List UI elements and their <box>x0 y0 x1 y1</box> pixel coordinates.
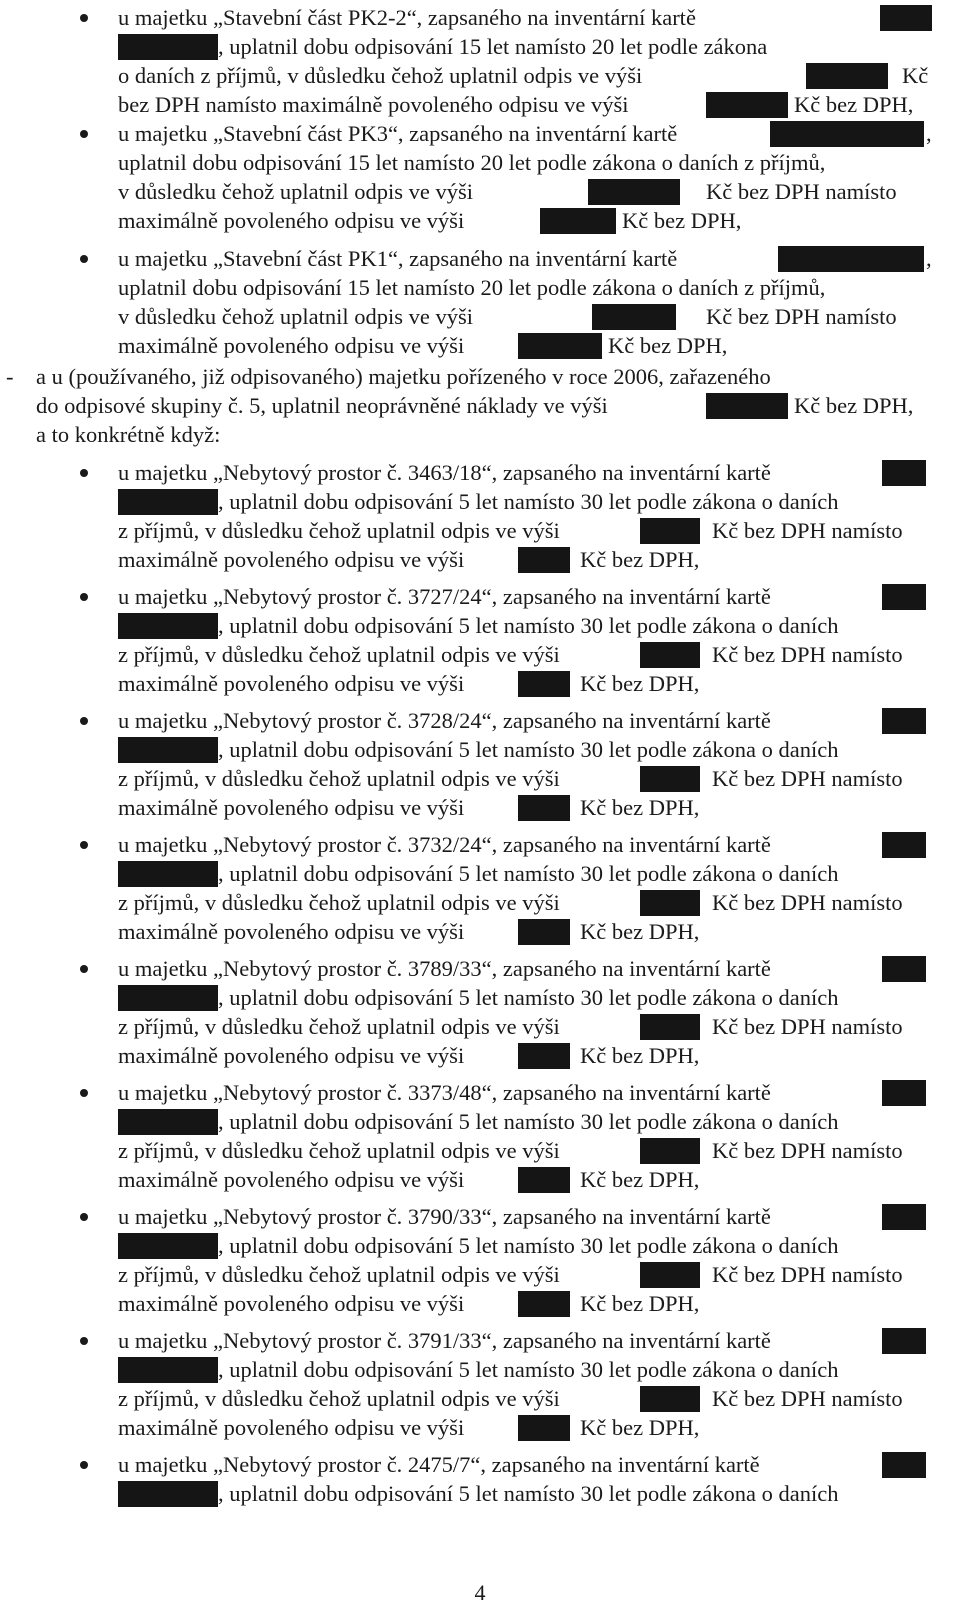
text-fragment: z příjmů, v důsledku čehož uplatnil odpis ve výši <box>118 518 560 543</box>
asset-name: u majetku „Nebytový prostor č. 3790/33“, zapsaného na inventární kartě <box>118 1204 771 1229</box>
text-line: Kč bez DPH, <box>580 919 700 944</box>
text-line <box>118 795 464 821</box>
text-fragment: maximálně povoleného odpisu ve výši <box>118 1043 465 1068</box>
bullet-dot <box>80 717 88 725</box>
redaction-block <box>518 1415 570 1441</box>
text-fragment: , uplatnil dobu odpisování 5 let namísto 30 let podle zákona o daních <box>218 1109 839 1134</box>
text-fragment: maximálně povoleného odpisu ve výši <box>118 1167 465 1192</box>
bullet-dot <box>80 841 88 849</box>
redaction-block <box>518 671 570 697</box>
redaction-block <box>118 861 218 887</box>
asset-name: u majetku „Nebytový prostor č. 3728/24“, zapsaného na inventární kartě <box>118 708 771 733</box>
text-line <box>118 547 464 573</box>
text-line: u majetku „Stavební část PK2-2“, zapsaného na inventární kartě <box>118 5 696 30</box>
text-line: Kč bez DPH, <box>580 671 700 696</box>
asset-name: u majetku „Nebytový prostor č. 3463/18“, zapsaného na inventární kartě <box>118 460 771 485</box>
redaction-block <box>640 1262 700 1288</box>
text-line <box>118 1014 560 1040</box>
text-line <box>118 1328 771 1354</box>
text-fragment: , uplatnil dobu odpisování 5 let namísto 30 let podle zákona o daních <box>218 1357 839 1382</box>
bullet-dot <box>80 469 88 477</box>
text-line <box>118 1262 560 1288</box>
redaction-block <box>118 34 218 60</box>
redaction-block <box>518 795 570 821</box>
redaction-block <box>592 304 676 330</box>
text-line: Kč bez DPH namísto <box>712 642 903 667</box>
redaction-block <box>640 518 700 544</box>
text-line <box>118 1481 839 1507</box>
redaction-block <box>882 1452 926 1478</box>
redaction-block <box>518 919 570 945</box>
text-line: do odpisové skupiny č. 5, uplatnil neoprávněné náklady ve výši <box>36 393 608 418</box>
text-line <box>118 671 464 697</box>
text-line: Kč bez DPH, <box>794 92 914 117</box>
text-line: uplatnil dobu odpisování 15 let namísto 20 let podle zákona o daních z příjmů, <box>118 150 826 175</box>
text-fragment: maximálně povoleného odpisu ve výši <box>118 919 465 944</box>
text-fragment: z příjmů, v důsledku čehož uplatnil odpis ve výši <box>118 642 560 667</box>
bullet-dot <box>80 1213 88 1221</box>
text-fragment: , uplatnil dobu odpisování 5 let namísto 30 let podle zákona o daních <box>218 985 839 1010</box>
redaction-block <box>706 92 788 118</box>
redaction-block <box>518 1291 570 1317</box>
text-line: Kč bez DPH, <box>622 208 742 233</box>
text-line <box>118 985 839 1011</box>
text-line: v důsledku čehož uplatnil odpis ve výši <box>118 179 473 204</box>
redaction-block <box>778 246 924 272</box>
redaction-block <box>882 584 926 610</box>
text-line <box>118 1291 464 1317</box>
text-fragment: , uplatnil dobu odpisování 5 let namísto 30 let podle zákona o daních <box>218 489 839 514</box>
text-line <box>118 1167 464 1193</box>
text-line <box>118 919 464 945</box>
text-line: Kč bez DPH, <box>794 393 914 418</box>
text-line: Kč bez DPH namísto <box>712 1014 903 1039</box>
text-line: a to konkrétně když: <box>36 422 221 447</box>
redaction-block <box>118 1357 218 1383</box>
text-line: maximálně povoleného odpisu ve výši <box>118 208 465 233</box>
text-line: u majetku „Stavební část PK1“, zapsaného na inventární kartě <box>118 246 678 271</box>
text-fragment: , uplatnil dobu odpisování 5 let namísto 30 let podle zákona o daních <box>218 1233 839 1258</box>
text-line: Kč bez DPH namísto <box>706 304 897 329</box>
text-fragment: z příjmů, v důsledku čehož uplatnil odpis ve výši <box>118 1138 560 1163</box>
text-line: Kč bez DPH, <box>580 1167 700 1192</box>
text-fragment: , uplatnil dobu odpisování 5 let namísto 30 let podle zákona o daních <box>218 1481 839 1506</box>
redaction-block <box>640 890 700 916</box>
text-line: Kč bez DPH, <box>580 1291 700 1316</box>
redaction-block <box>118 985 218 1011</box>
text-fragment: , uplatnil dobu odpisování 5 let namísto 30 let podle zákona o daních <box>218 861 839 886</box>
text-line <box>118 1357 839 1383</box>
redaction-block <box>118 737 218 763</box>
text-line <box>118 584 771 610</box>
redaction-block <box>640 1138 700 1164</box>
asset-name: u majetku „Nebytový prostor č. 3373/48“, zapsaného na inventární kartě <box>118 1080 771 1105</box>
redaction-block <box>518 1167 570 1193</box>
text-line: a u (používaného, již odpisovaného) majetku pořízeného v roce 2006, zařazeného <box>36 364 771 389</box>
text-line: Kč bez DPH namísto <box>712 518 903 543</box>
redaction-block <box>806 63 888 89</box>
dash-marker: - <box>6 364 14 389</box>
redaction-block <box>588 179 680 205</box>
text-line <box>118 1452 760 1478</box>
redaction-block <box>882 832 926 858</box>
redaction-block <box>880 5 932 31</box>
text-line <box>118 708 771 734</box>
text-line <box>118 642 560 668</box>
redaction-block <box>118 489 218 515</box>
text-line <box>118 956 771 982</box>
text-line: Kč bez DPH namísto <box>712 1138 903 1163</box>
text-line: , <box>926 121 932 146</box>
text-line: maximálně povoleného odpisu ve výši <box>118 333 465 358</box>
text-line <box>118 1043 464 1069</box>
text-fragment: , uplatnil dobu odpisování 5 let namísto 30 let podle zákona o daních <box>218 613 839 638</box>
page-number: 4 <box>474 1580 486 1605</box>
text-line <box>118 1080 771 1106</box>
text-line <box>118 890 560 916</box>
text-line: Kč bez DPH namísto <box>712 766 903 791</box>
redaction-block <box>882 956 926 982</box>
asset-name: u majetku „Nebytový prostor č. 3732/24“, zapsaného na inventární kartě <box>118 832 771 857</box>
redaction-block <box>640 642 700 668</box>
text-line <box>118 737 839 763</box>
redaction-block <box>882 1080 926 1106</box>
bullet-dot <box>80 255 88 263</box>
redaction-block <box>118 613 218 639</box>
bullet-dot <box>80 14 88 22</box>
text-fragment: z příjmů, v důsledku čehož uplatnil odpis ve výši <box>118 1386 560 1411</box>
text-fragment: maximálně povoleného odpisu ve výši <box>118 671 465 696</box>
text-fragment: maximálně povoleného odpisu ve výši <box>118 1415 465 1440</box>
text-line <box>118 1109 839 1135</box>
asset-name: u majetku „Nebytový prostor č. 3791/33“, zapsaného na inventární kartě <box>118 1328 771 1353</box>
text-line: Kč bez DPH, <box>608 333 728 358</box>
text-line <box>118 766 560 792</box>
text-line <box>118 1415 464 1441</box>
bullet-dot <box>80 1461 88 1469</box>
text-fragment: z příjmů, v důsledku čehož uplatnil odpis ve výši <box>118 766 560 791</box>
redaction-block <box>518 547 570 573</box>
redaction-block <box>118 1481 218 1507</box>
text-line: uplatnil dobu odpisování 15 let namísto 20 let podle zákona o daních z příjmů, <box>118 275 826 300</box>
redaction-block <box>118 1233 218 1259</box>
redaction-block <box>882 1204 926 1230</box>
text-line <box>118 832 771 858</box>
text-line <box>118 489 839 515</box>
text-line: Kč bez DPH namísto <box>706 179 897 204</box>
redaction-block <box>518 1043 570 1069</box>
asset-name: u majetku „Nebytový prostor č. 2475/7“, zapsaného na inventární kartě <box>118 1452 760 1477</box>
redaction-block <box>640 766 700 792</box>
text-line <box>118 1204 771 1230</box>
text-line: , uplatnil dobu odpisování 15 let namísto 20 let podle zákona <box>118 34 930 60</box>
bullet-dot <box>80 1337 88 1345</box>
text-line: v důsledku čehož uplatnil odpis ve výši <box>118 304 473 329</box>
redaction-block <box>640 1014 700 1040</box>
redaction-block <box>882 708 926 734</box>
text-fragment: maximálně povoleného odpisu ve výši <box>118 795 465 820</box>
text-fragment: maximálně povoleného odpisu ve výši <box>118 547 465 572</box>
asset-name: u majetku „Nebytový prostor č. 3789/33“, zapsaného na inventární kartě <box>118 956 771 981</box>
text-line: Kč bez DPH, <box>580 547 700 572</box>
text-line: u majetku „Stavební část PK3“, zapsaného na inventární kartě <box>118 121 678 146</box>
text-line <box>118 861 839 887</box>
text-fragment: maximálně povoleného odpisu ve výši <box>118 1291 465 1316</box>
text-fragment: z příjmů, v důsledku čehož uplatnil odpis ve výši <box>118 1262 560 1287</box>
redaction-block <box>882 460 926 486</box>
text-line: Kč bez DPH, <box>580 1043 700 1068</box>
text-fragment: , uplatnil dobu odpisování 5 let namísto 30 let podle zákona o daních <box>218 737 839 762</box>
text-line: Kč bez DPH namísto <box>712 890 903 915</box>
bullet-dot <box>80 965 88 973</box>
text-line <box>118 518 560 544</box>
redaction-block <box>882 1328 926 1354</box>
asset-name: u majetku „Nebytový prostor č. 3727/24“, zapsaného na inventární kartě <box>118 584 771 609</box>
text-line <box>118 613 839 639</box>
bullet-dot <box>80 1089 88 1097</box>
redaction-block <box>118 1109 218 1135</box>
text-line: Kč bez DPH namísto <box>712 1262 903 1287</box>
redaction-block <box>518 333 602 359</box>
text-fragment: z příjmů, v důsledku čehož uplatnil odpis ve výši <box>118 890 560 915</box>
redaction-block <box>640 1386 700 1412</box>
bullet-dot <box>80 593 88 601</box>
text-line: Kč bez DPH, <box>580 795 700 820</box>
text-line <box>118 1233 839 1259</box>
text-line: Kč bez DPH, <box>580 1415 700 1440</box>
redaction-block <box>770 121 924 147</box>
redaction-block <box>706 393 788 419</box>
text-line <box>118 1386 560 1412</box>
text-line: bez DPH namísto maximálně povoleného odpisu ve výši <box>118 92 629 117</box>
redaction-block <box>540 208 616 234</box>
text-line: Kč bez DPH namísto <box>712 1386 903 1411</box>
text-line <box>118 460 771 486</box>
text-line <box>118 1138 560 1164</box>
text-line: Kč <box>902 63 929 88</box>
text-line: , <box>926 246 932 271</box>
bullet-dot <box>80 130 88 138</box>
text-line: o daních z příjmů, v důsledku čehož uplatnil odpis ve výši <box>118 63 643 88</box>
text-fragment: z příjmů, v důsledku čehož uplatnil odpis ve výši <box>118 1014 560 1039</box>
